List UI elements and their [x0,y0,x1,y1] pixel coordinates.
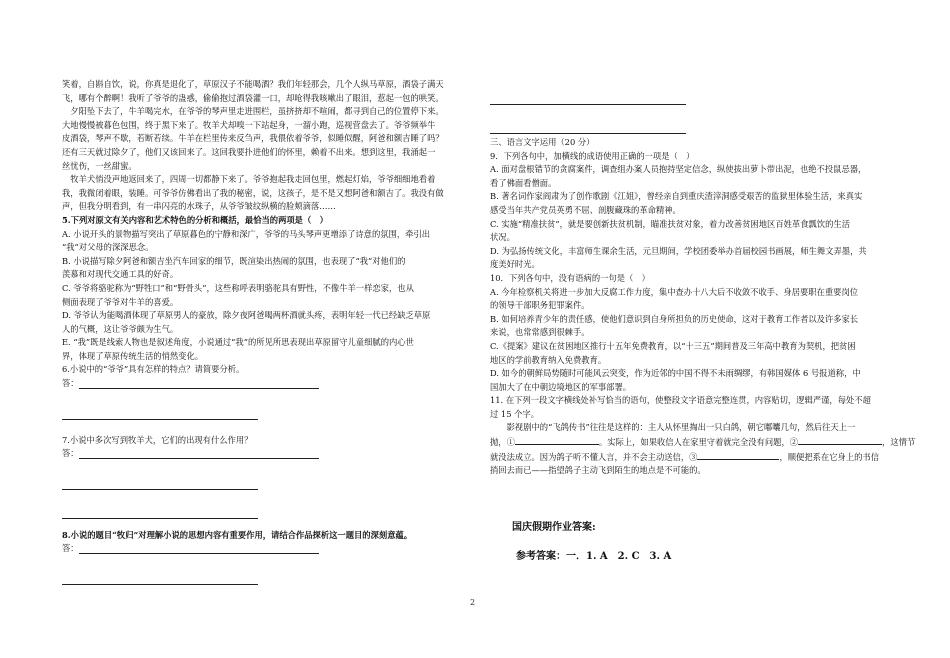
question-11-passage: 影视剧中的“飞鸽传书”往往是这样的：主人从怀里掏出一只白鸽，朝它嘟囔几句，然后往天上一 [490,422,856,433]
answer-body: 参考答案：一．1. A 2. C 3. A [516,550,672,562]
story-line: 笑着，自斟自饮，说，你真是退化了，草原汉子不能喝酒？我们年轻那会，几个人纵马草原，酒袋子满天 [62,79,444,89]
option-a: A. 今年检察机关将进一步加大反腐工作力度，集中查办十八大后不收敛不收手、身居要职在重要岗位 [490,286,859,297]
blank-2[interactable] [798,435,882,445]
option-c: C. 爷爷将骆驼称为“野牲口”和“野骨头”，这些称呼表明骆驼具有野性，不像牛羊一样恋家，也从 [62,282,414,293]
answer-title: 国庆假期作业答案: [512,521,596,533]
question-9-stem: 9．下列各句中，加横线的成语使用正确的一项是（ ） [490,150,695,161]
question-11-stem-cont: 过 15 个字。 [490,408,540,419]
option-c-cont: 侧面表现了爷爷对牛羊的喜爱。 [62,296,179,307]
option-d: D. 如今的朝鲜局势随时可能风云突变，作为近邻的中国不得不未雨绸缪，有韩国媒体 6 号报道称，中 [490,368,861,379]
question-10-stem: 10．下列各句中，没有语病的一句是（ ） [490,272,650,283]
question-5 [62,214,464,364]
question-11-passage: 捎回去而已——指望鸽子主动飞到陌生的地点是不可能的。 [490,465,706,476]
option-d-cont: 度美好时光。 [490,259,540,270]
option-a: A. 面对盘根错节的贪腐案件，调查组办案人员抱持坚定信念，纵使拔出萝卜带出泥，也绝不投鼠忌器， [490,164,867,175]
question-8 [62,529,464,585]
left-column [62,78,464,601]
option-d-cont: 国加大了在中朝边境地区的军事部署。 [490,381,632,392]
story-line: 大地慢慢被暮色包围，终于黑下来了。牧羊犬却嗅一下站起身，一溜小跑，巡视营盘去了。爷爷频举牛 [62,119,436,130]
question-7-stem: 7.小说中多次写到牧羊犬，它们的出现有什么作用？ [62,434,253,445]
answer-line[interactable] [62,407,258,420]
answer-line[interactable] [79,543,319,554]
question-11 [490,394,916,478]
option-b-cont: 感受当年共产党员英勇不屈、剖腹藏珠的革命精神。 [490,204,681,215]
passage-text: 就没法成立。因为鸽子听不懂人言，并不会主动送信，③ [490,451,698,462]
passage-text: ，顺便把系在它身上的书信 [779,451,880,462]
question-8-stem: 8.小说的题目“牧归”对理解小说的思想内容有重要作用，请结合作品探析这一题目的深刻意蕴。 [62,529,413,540]
question-9 [490,150,894,272]
question-5-stem: 5.下列对原文有关内容和艺术特色的分析和概括，最恰当的两项是（ ） [62,214,328,225]
option-a: A. 小说开头的景物描写突出了草原暮色的宁静和深广，爷爷的马头琴声更增添了诗意的氛围，牵引出 [62,228,431,239]
option-c-cont: 地区的学前教育纳入免费教育。 [490,354,607,365]
right-column [490,92,916,562]
blank-1[interactable] [515,435,599,445]
answer-line[interactable] [79,378,319,389]
story-line: 丝忧伤，一丝甜蜜。 [62,160,137,171]
question-11-passage [490,435,916,450]
answer-line[interactable] [490,92,686,105]
option-b: B. 小说描写除夕阿爸和额吉坐汽车回家的细节，既渲染出热闹的氛围，也表现了“我”对他们的 [62,255,406,266]
story-passage [62,78,464,214]
story-line: 声，但我分明看到，有一串闪亮的水珠子，从爷爷皱纹纵横的脸颊滴落…… [62,201,336,212]
story-line: 我，我微闭着眼，装睡。可爷爷仿佛看出了我的秘密，说，这孩子，是不是又想阿爸和额吉了。我没有做 [62,187,444,198]
option-d-cont: 人的气概，这让爷爷颇为生气。 [62,323,179,334]
answer-label: 答： [62,448,79,459]
answer-section [490,518,894,562]
option-b-cont: 来说，也常常感到很棘手。 [490,327,590,338]
option-a-cont: “我”对父母的深深思念。 [62,242,154,253]
story-line: 皮酒袋，琴声不歇，若断若续。牛羊在栏里传来反刍声，我偎依着爷爷，似睡似醒，阿爸和额吉睡了吗？ [62,133,444,144]
question-6-stem: 6.小说中的“爷爷”具有怎样的特点？请简要分析。 [62,364,245,375]
story-line: 牧羊犬悄没声地返回来了，四周一切都静下来了。爷爷抱起我走回包里，燃起灯焰，爷爷细细地看着 [62,174,436,185]
question-6 [62,363,464,419]
option-b: B. 如何培养青少年的责任感，使他们意识到自身所担负的历史使命，这对于教育工作者以及许多家长 [490,313,859,324]
answer-line[interactable] [79,448,319,459]
option-d: D. 爷爷认为能喝酒体现了草原男人的豪放，除夕夜阿爸喝两杯酒就头疼，表明年轻一代已经缺乏草原 [62,310,431,321]
answer-line[interactable] [62,506,258,519]
passage-text: 。实际上，如果收信人在家里守着就完全没有问题，② [598,437,799,448]
option-e: E. “我”既是线索人物也是叙述角度，小说通过“我”的所见所思表现出草原留守儿童细腻的内心世 [62,337,414,348]
option-a-cont: 看了佛面看僧面。 [490,177,557,188]
option-c: C.《提案》建议在贫困地区推行十五年免费教育，以“十三五”期间普及三年高中教育为契机，把贫困 [490,340,856,351]
option-a-cont: 的领导干部职务犯罪案件。 [490,300,590,311]
story-line: 还有三天就过除夕了，他们又该回来了。这回我要扑进他们的怀里，赖着不出来。想到这里，我涌起一 [62,146,436,157]
option-d: D. 为弘扬传统文化，丰富师生课余生活，元旦期间，学校团委举办首届校园书画展，师生舞文弄墨，共 [490,245,867,256]
question-11-stem: 11. 在下列一段文字横线处补写恰当的语句，使整段文字语意完整连贯，内容贴切，逻辑严谨，每处不超 [490,395,871,406]
answer-label: 答： [62,543,79,554]
question-10 [490,272,894,394]
option-c: C. 实施“精准扶贫”，就是要创新扶贫机制，瞄准扶贫对象，着力改善贫困地区百姓革食瓢饮的生活 [490,218,850,229]
option-c-cont: 状况。 [490,232,515,243]
story-line: 飞，哪有个醉啊！我听了爷爷的蛊惑，偷偷抱过酒袋灌一口，却呛得我咳嗽出了眼泪，惹起一包的哄笑。 [62,92,444,103]
question-11-passage [490,450,894,465]
answer-line[interactable] [62,477,258,490]
option-b-cont: 羡慕和对现代交通工具的好奇。 [62,269,179,280]
answer-line[interactable] [62,572,258,585]
question-7 [62,434,464,519]
page-number: 2 [470,598,476,607]
blank-3[interactable] [697,450,779,460]
option-b: B. 著名词作家阎肃为了创作歌剧《江姐》，曾经亲自到重庆渣滓洞感受艰苦的监狱里体验生活，来真实 [490,191,863,202]
section-heading: 三、语言文字运用（20 分） [490,137,595,147]
answer-label: 答： [62,378,79,389]
option-e-cont: 界，体现了草原传统生活的悄然变化。 [62,350,204,361]
story-line: 夕阳坠下去了，牛羊喝完水，在爷爷的琴声里走进围栏，虽挤挤却不喧闹，都寻到自己的位置停下来。 [62,106,444,117]
passage-text: 抛，① [490,437,515,448]
passage-text: ，这情节 [882,437,916,448]
answer-line[interactable] [490,121,686,134]
